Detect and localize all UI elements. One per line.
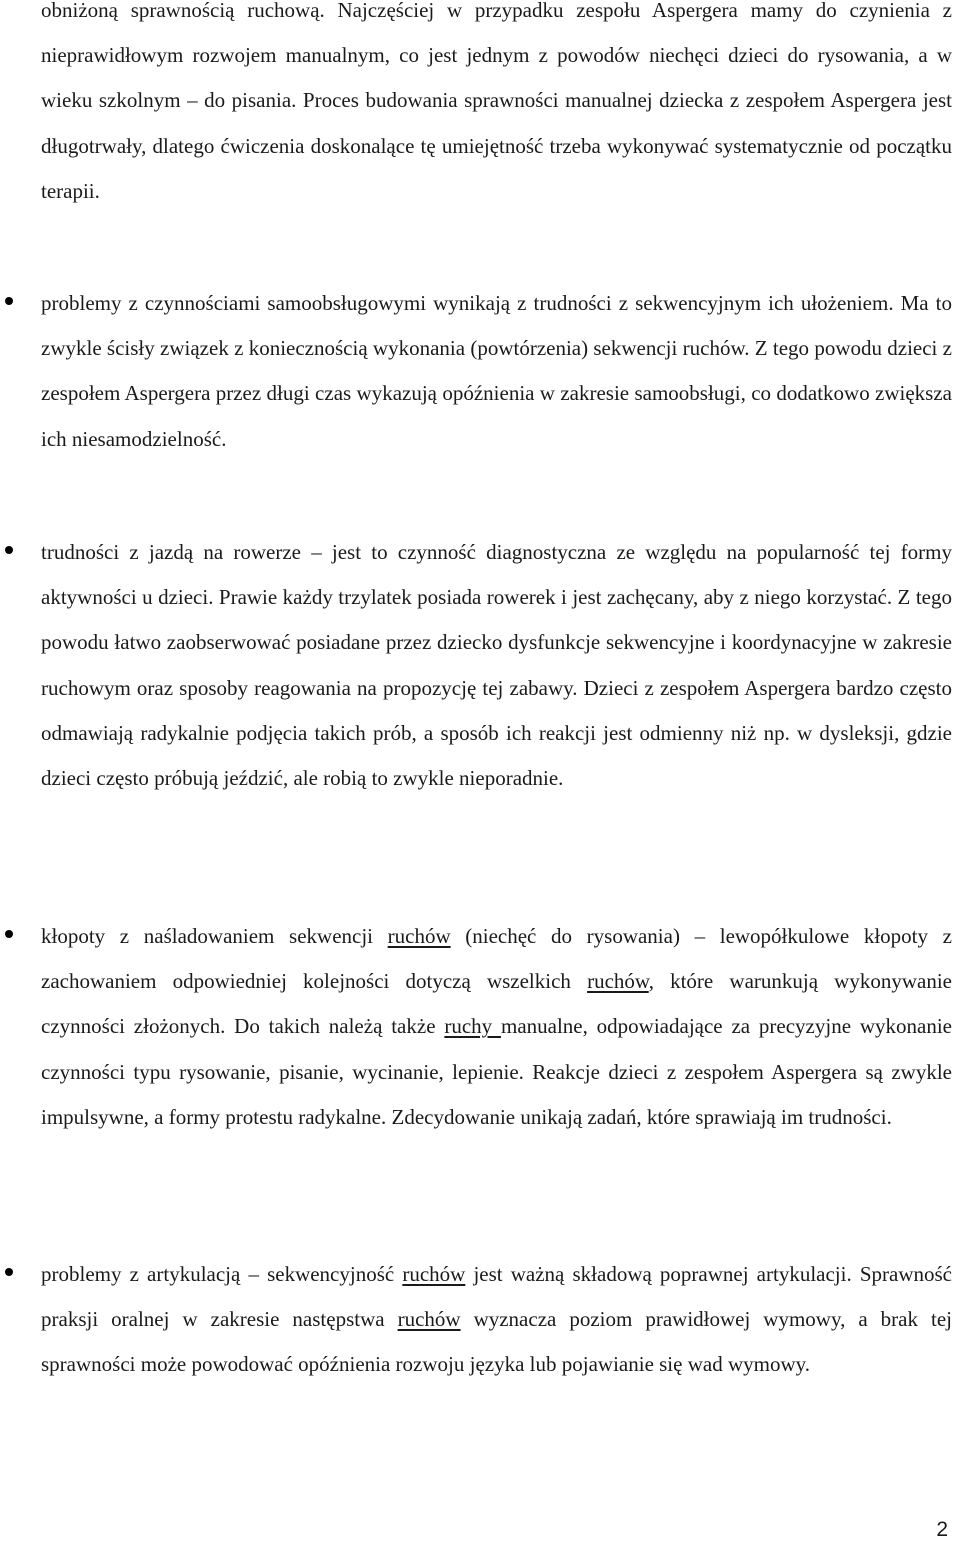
bullet-icon — [5, 930, 13, 938]
page-number: 2 — [936, 1518, 948, 1541]
underlined-term: ruchów — [402, 1262, 466, 1286]
list-item-bicycle: trudności z jazdą na rowerze – jest to czynność diagnostyczna ze względu na popularność tej formy aktywności u dzieci. Prawie każdy trzylatek posiada rowerek i jest zachęcany, aby z niego korzystać. Z tego powodu łatwo zaobserwować posiadane przez dziecko dysfunkcje sekwencyjne i koordynacyjne w zakresie ruchowym oraz sposoby reagowania na propozycję tej zabawy. Dzieci z zespołem Aspergera bardzo często odmawiają radykalnie podjęcia takich prób, a sposób ich reakcji jest odmienny niż np. w dysleksji, gdzie dzieci często próbują jeździć, ale robią to zwykle nieporadnie. — [41, 540, 952, 791]
bullet-icon — [5, 297, 13, 305]
list-item-text: kłopoty z naśladowaniem sekwencji — [41, 924, 388, 948]
underlined-term: ruchów — [387, 924, 451, 948]
list-item-text: , które warunkują wykonywanie czynności złożonych. Do takich należą także — [41, 969, 952, 1039]
list-item-text: manualne, odpowiadające za precyzyjne wykonanie czynności typu rysowanie, pisanie, wycinanie, lepienie. Reakcje dzieci z zespołem Aspergera są zwykle impulsywne, a formy protestu radykalne. Zdecydowanie unikają zadań, które sprawiają im trudności. — [41, 1014, 952, 1129]
list-item-text: problemy z artykulacją – sekwencyjność — [41, 1262, 403, 1286]
underlined-term: ruchów — [587, 969, 649, 994]
underlined-term: ruchy — [444, 1014, 501, 1039]
list-item-self-care: problemy z czynnościami samoobsługowymi wynikają z trudności z sekwencyjnym ich ułożeniem. Ma to zwykle ścisły związek z koniecznością wykonania (powtórzenia) sekwencji ruchów. Z tego powodu dzieci z zespołem Aspergera przez długi czas wykazują opóźnienia w zakresie samoobsługi, co dodatkowo zwiększa ich niesamodzielność. — [41, 291, 952, 451]
list-item-text: wyznacza poziom prawidłowej wymowy, a brak tej sprawności może powodować opóźnienia rozwoju języka lub pojawianie się wad wymowy. — [41, 1307, 952, 1377]
bullet-icon — [5, 546, 13, 554]
list-item-text: (niechęć do rysowania) – lewopółkulowe kłopoty z zachowaniem odpowiedniej kolejności dotyczą wszelkich — [41, 924, 952, 994]
intro-paragraph: obniżoną sprawnością ruchową. Najczęściej w przypadku zespołu Aspergera mamy do czynienia z nieprawidłowym rozwojem manualnym, co jest jednym z powodów niechęci dzieci do rysowania, a w wieku szkolnym – do pisania. Proces budowania sprawności manualnej dziecka z zespołem Aspergera jest długotrwały, dlatego ćwiczenia doskonalące tę umiejętność trzeba wykonywać systematycznie od początku terapii. — [41, 0, 952, 203]
bullet-icon — [5, 1268, 13, 1276]
list-item-text: jest ważną składową poprawnej artykulacji. Sprawność praksji oralnej w zakresie następstwa — [41, 1262, 953, 1332]
list-item-articulation — [41, 1252, 952, 1388]
underlined-term: ruchów — [397, 1307, 461, 1332]
list-item-imitation — [41, 914, 952, 1140]
